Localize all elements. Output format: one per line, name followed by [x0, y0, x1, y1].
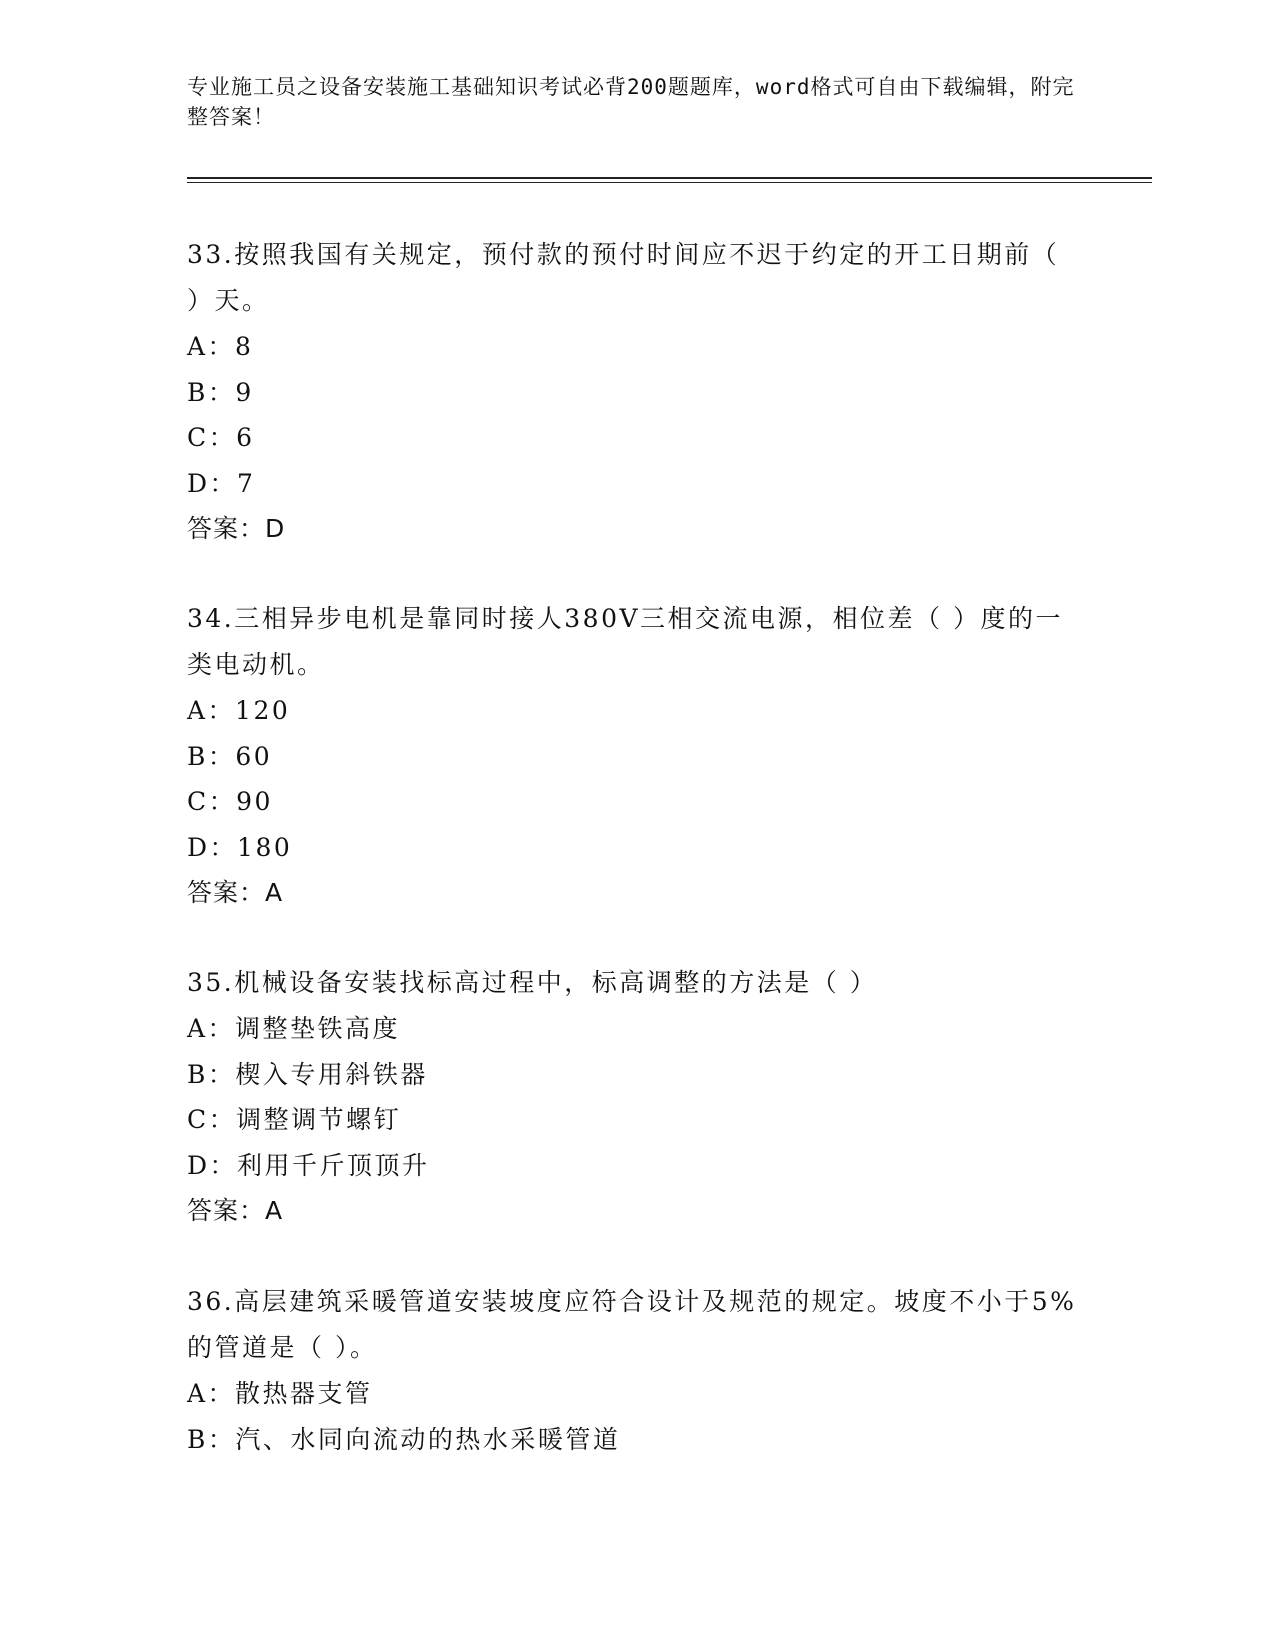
option-a: A：8 [187, 332, 254, 361]
option-b: B：汽、水同向流动的热水采暖管道 [187, 1424, 621, 1454]
question-stem: 34.三相异步电机是靠同时接人380V三相交流电源，相位差（ ）度的一类电动机。 [187, 604, 1063, 679]
option-c: C：90 [187, 787, 273, 816]
question-stem: 36.高层建筑采暖管道安装坡度应符合设计及规范的规定。坡度不小于5%的管道是（ ）。 [187, 1287, 1077, 1362]
header-divider-thin [187, 182, 1152, 183]
question-33 [187, 232, 1082, 552]
option-b: B：9 [187, 377, 254, 407]
question-stem: 35.机械设备安装找标高过程中，标高调整的方法是（ ） [187, 968, 878, 997]
option-d: D：7 [187, 468, 256, 498]
option-d: D：利用千斤顶顶升 [187, 1150, 430, 1180]
answer-line: 答案：A [187, 878, 284, 907]
option-a: A：120 [187, 696, 291, 725]
answer-line: 答案：D [187, 514, 286, 543]
question-36 [187, 1279, 1082, 1462]
option-a: A：散热器支管 [187, 1379, 373, 1408]
question-34 [187, 596, 1082, 916]
document-header: 专业施工员之设备安装施工基础知识考试必背200题题库，word格式可自由下载编辑，附完整答案！ [187, 75, 1075, 129]
option-b: B：60 [187, 741, 273, 771]
option-b: B：楔入专用斜铁器 [187, 1059, 428, 1089]
question-stem: 33.按照我国有关规定，预付款的预付时间应不迟于约定的开工日期前（ ）天。 [187, 240, 1060, 315]
header-divider [187, 177, 1152, 179]
option-a: A：调整垫铁高度 [187, 1014, 401, 1043]
option-c: C：调整调节螺钉 [187, 1105, 402, 1134]
answer-line: 答案：A [187, 1196, 284, 1225]
option-d: D：180 [187, 832, 293, 862]
option-c: C：6 [187, 423, 255, 452]
question-35 [187, 960, 1082, 1234]
